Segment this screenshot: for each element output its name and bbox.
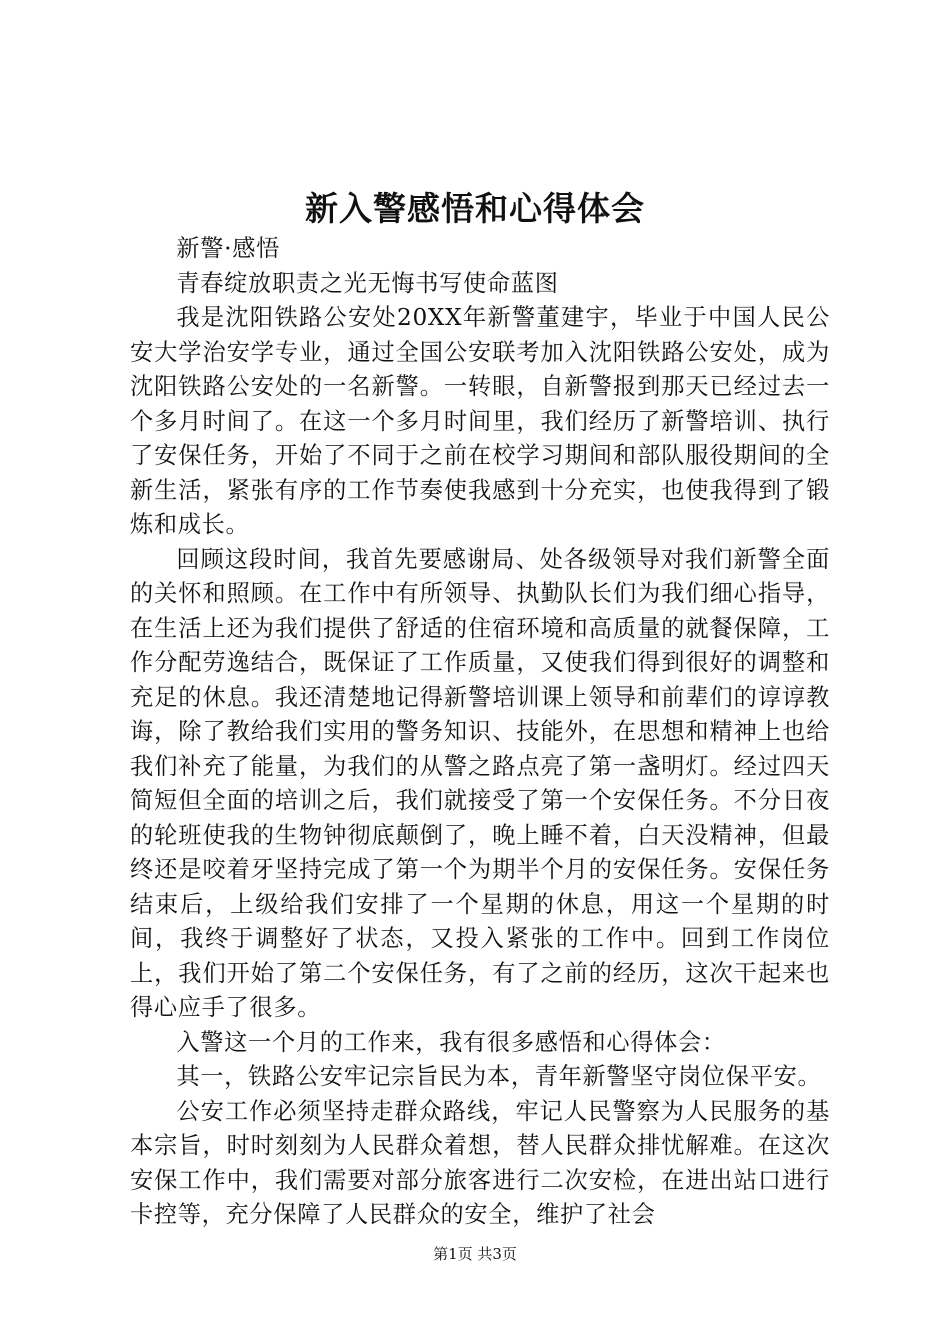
paragraph-introduction: 我是沈阳铁路公安处20XX年新警董建宇，毕业于中国人民公安大学治安学专业，通过全国公安联考加入沈阳铁路公安处，成为沈阳铁路公安处的一名新警。一转眼，自新警报到那天已经过去一个多月时间了。在这一个多月时间里，我们经历了新警培训、执行了安保任务，开始了不同于之前在校学习期间和部队服役期间的全新生活，紧张有序的工作节奏使我感到十分充实，也使我得到了锻炼和成长。 (130, 304, 830, 538)
document-title: 新入警感悟和心得体会 (305, 189, 645, 228)
paragraph-public-security: 公安工作必须坚持走群众路线，牢记人民警察为人民服务的基本宗旨，时时刻刻为人民群众着想，替人民群众排忧解难。在这次安保工作中，我们需要对部分旅客进行二次安检，在进出站口进行卡控等，充分保障了人民群众的安全，维护了社会 (130, 1097, 830, 1228)
document-body (130, 232, 830, 1233)
paragraph-slogan: 青春绽放职责之光无悔书写使命蓝图 (176, 269, 559, 297)
paragraph-insights-intro: 入警这一个月的工作来，我有很多感悟和心得体会： (176, 1028, 726, 1056)
paragraph-point-one: 其一，铁路公安牢记宗旨民为本，青年新警坚守岗位保平安。 (176, 1063, 822, 1090)
page-footer: 第1页 共3页 (433, 1245, 517, 1263)
paragraph-review: 回顾这段时间，我首先要感谢局、处各级领导对我们新警全面的关怀和照顾。在工作中有所领导、执勤队长们为我们细心指导，在生活上还为我们提供了舒适的住宿环境和高质量的就餐保障，工作分配劳逸结合，既保证了工作质量，又使我们得到很好的调整和充足的休息。我还清楚地记得新警培训课上领导和前辈们的谆谆教诲，除了教给我们实用的警务知识、技能外，在思想和精神上也给我们补充了能量，为我们的从警之路点亮了第一盏明灯。经过四天简短但全面的培训之后，我们就接受了第一个安保任务。不分日夜的轮班使我的生物钟彻底颠倒了，晚上睡不着，白天没精神，但最终还是咬着牙坚持完成了第一个为期半个月的安保任务。安保任务结束后，上级给我们安排了一个星期的休息，用这一个星期的时间，我终于调整好了状态，又投入紧张的工作中。回到工作岗位上，我们开始了第二个安保任务，有了之前的经历，这次干起来也得心应手了很多。 (130, 545, 830, 1021)
paragraph-subheading: 新警·感悟 (176, 235, 281, 262)
